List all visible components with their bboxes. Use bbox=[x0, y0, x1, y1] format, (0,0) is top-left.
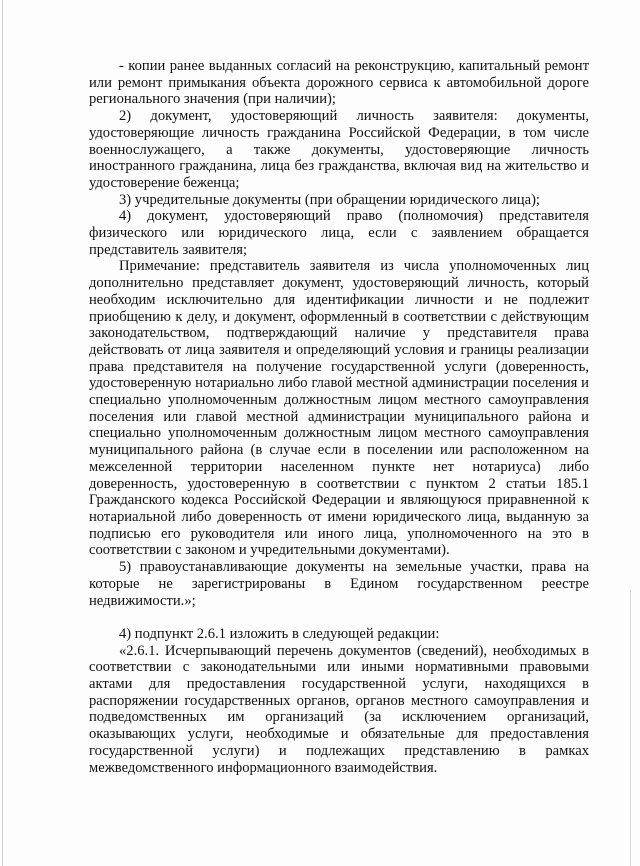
paragraph: 3) учредительные документы (при обращении юридического лица); bbox=[119, 191, 540, 208]
document-body bbox=[89, 58, 589, 776]
paragraph: «2.6.1. Исчерпывающий перечень документов (сведений), необходимых в соответствии с законодательными или иными нормативными правовыми актами для предоставления государственной услуги, находящихся в распоряжении государственных органов, органов местного самоуправления и подведомственных им организаций (за исключением организаций, оказывающих услуги, необходимые и обязательные для предоставления государственной услуги) и подлежащих представлению в рамках межведомственного информационного взаимодействия. bbox=[89, 642, 589, 776]
scan-edge-line bbox=[2, 0, 3, 866]
paragraph: Примечание: представитель заявителя из числа уполномоченных лиц дополнительно представляет документ, удостоверяющий личность, который необходим исключительно для идентификации личности и не подлежит приобщению к делу, и документ, оформленный в соответствии с действующим законодательством, подтверждающий наличие у представителя права действовать от лица заявителя и определяющий условия и границы реализации права представителя на получение государственной услуги (доверенность, удостоверенную нотариально либо главой местной администрации поселения и специально уполномоченным должностным лицом местного самоуправления поселения или главой местной администрации муниципального района и специально уполномоченным должностным лицом местного самоуправления муниципального района (в случае если в поселении или расположенном на межселенной территории населенном пункте нет нотариуса) либо доверенность, удостоверенную в соответствии с пунктом 2 статьи 185.1 Гражданского кодекса Российской Федерации и являющуюся приравненной к нотариальной либо доверенность от имени юридического лица, выданную за подписью его руководителя или иного лица, уполномоченного на это в соответствии с законом и учредительными документами). bbox=[89, 258, 589, 559]
paragraph: 5) правоустанавливающие документы на земельные участки, права на которые не зарегистрированы в Едином государственном реестре недвижимости.»; bbox=[89, 559, 589, 609]
paragraph: 4) подпункт 2.6.1 изложить в следующей редакции: bbox=[119, 625, 440, 642]
paragraph: 4) документ, удостоверяющий право (полномочия) представителя физического или юридического лица, если с заявлением обращается представитель заявителя; bbox=[89, 208, 589, 258]
paragraph: 2) документ, удостоверяющий личность заявителя: документы, удостоверяющие личность гражданина Российской Федерации, в том числе военнослужащего, а также документы, удостоверяющие личность иностранного гражданина, лица без гражданства, включая вид на жительство и удостоверение беженца; bbox=[89, 108, 589, 191]
scan-edge-line bbox=[630, 590, 631, 866]
paragraph: - копии ранее выданных согласий на реконструкцию, капитальный ремонт или ремонт примыкания объекта дорожного сервиса к автомобильной дороге регионального значения (при наличии); bbox=[89, 58, 589, 108]
